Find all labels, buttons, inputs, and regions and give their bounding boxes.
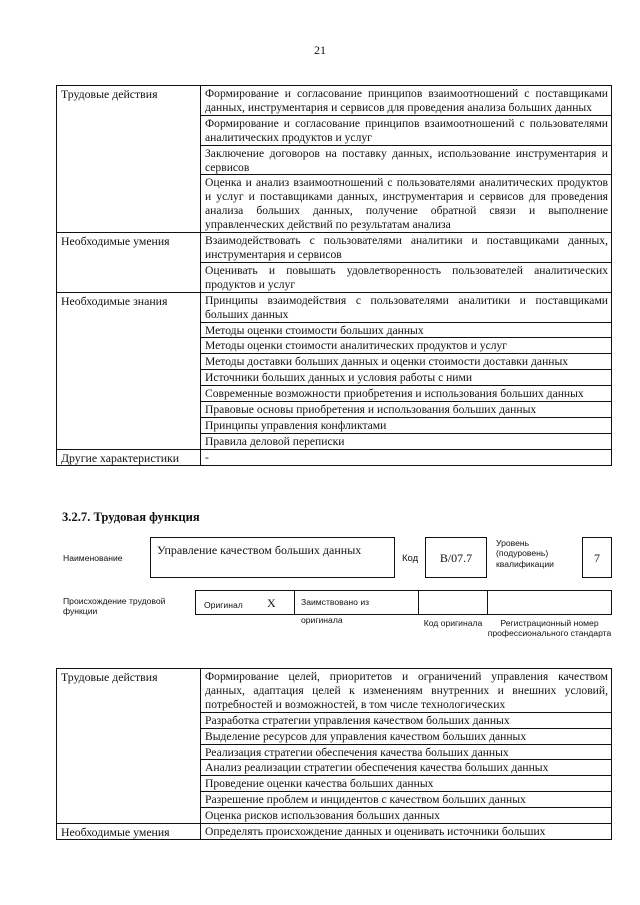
level-field [582,537,612,578]
page-number: 21 [314,43,326,57]
section-title: 3.2.7. Трудовая функция [62,510,200,524]
code-field [425,537,487,578]
row-item: Разработка стратегии управления качеством больших данных [201,712,612,728]
caption-code: Код оригинала [423,618,483,628]
origin-label: Происхождение трудовой функции [63,596,166,617]
code-value: B/07.7 [439,551,473,565]
row-label: Трудовые действия [57,669,201,824]
original-code-field [418,590,488,615]
row-label: Необходимые умения [57,824,201,840]
requirements-table-1 [56,85,612,466]
row-item: Принципы взаимодействия с пользователями аналитики и поставщиками больших данных [201,292,612,322]
row-item: Оценка и анализ взаимоотношений с пользователями аналитических продуктов и услуг и поставщиками данных, инструментария и сервисов для проведения анализа больших данных, получение обратной связи и выполнение управленческих действий по результатам анализа [201,175,612,233]
borrowed-label: Заимствовано из оригинала [301,597,370,625]
row-item: Заключение договоров на поставку данных, использование инструментария и сервисов [201,145,612,175]
reg-number-field [487,590,612,615]
borrowed-cell [294,590,419,625]
row-item: Выделение ресурсов для управления качеством больших данных [201,728,612,744]
original-label: Оригинал [204,600,243,610]
level-value: 7 [594,551,600,565]
table-row [57,86,612,116]
row-item: Принципы управления конфликтами [201,417,612,433]
name-value: Управление качеством больших данных [157,543,362,557]
row-item: Взаимодействовать с пользователями аналитики и поставщиками данных, инструментария и сервисов [201,233,612,263]
row-item: Современные возможности приобретения и использования больших данных [201,386,612,402]
row-item: Формирование целей, приоритетов и ограничений управления качеством данных, адаптация целей к изменениям внутренних и внешних условий, потребностей и возможностей, в том числе технологических [201,669,612,713]
row-item: Определять происхождение данных и оценивать источники больших [201,824,612,840]
row-item: Методы доставки больших данных и оценки стоимости доставки данных [201,354,612,370]
row-label: Необходимые умения [57,233,201,293]
table-row [57,669,612,713]
row-label: Другие характеристики [57,449,201,465]
row-item: - [201,449,612,465]
row-item: Реализация стратегии обеспечения качества больших данных [201,744,612,760]
table-row [57,292,612,322]
original-cell [195,590,295,615]
name-field [150,537,395,578]
row-item: Формирование и согласование принципов взаимоотношений с поставщиками данных, инструментария и сервисов для проведения анализа больших данных [201,86,612,116]
row-item: Оценка рисков использования больших данных [201,808,612,824]
caption-reg: Регистрационный номер профессионального стандарта [487,618,612,639]
name-label: Наименование [63,553,123,563]
row-item: Оценивать и повышать удовлетворенность пользователей аналитических продуктов и услуг [201,262,612,292]
row-item: Правовые основы приобретения и использования больших данных [201,402,612,418]
row-label: Трудовые действия [57,86,201,233]
code-label: Код [402,553,419,564]
row-item: Методы оценки стоимости аналитических продуктов и услуг [201,338,612,354]
table-row [57,449,612,465]
row-item: Проведение оценки качества больших данных [201,776,612,792]
row-item: Формирование и согласование принципов взаимоотношений с пользователями аналитических продуктов и услуг [201,115,612,145]
row-item: Правила деловой переписки [201,433,612,449]
original-mark: X [267,596,276,610]
row-item: Анализ реализации стратегии обеспечения качества больших данных [201,760,612,776]
level-label: Уровень (подуровень) квалификации [496,538,554,569]
table-row [57,824,612,840]
row-item: Источники больших данных и условия работы с ними [201,370,612,386]
row-item: Разрешение проблем и инцидентов с качеством больших данных [201,792,612,808]
row-item: Методы оценки стоимости больших данных [201,322,612,338]
table-row [57,233,612,263]
row-label: Необходимые знания [57,292,201,449]
requirements-table-2 [56,668,612,840]
